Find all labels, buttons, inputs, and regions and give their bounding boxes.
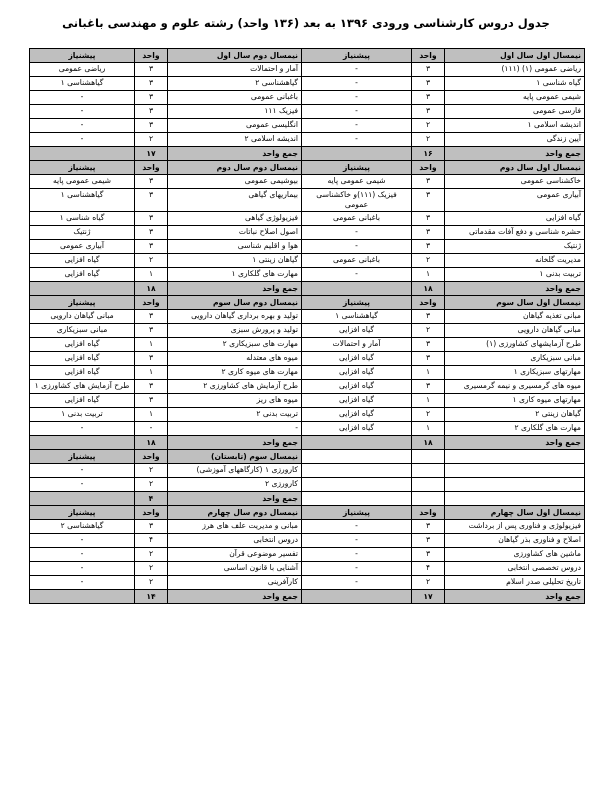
prerequisite: گیاه افزایی xyxy=(30,352,135,366)
prerequisite: گیاهشناسی ۲ xyxy=(30,520,135,534)
table-row xyxy=(30,352,585,366)
unit-count: ۱ xyxy=(412,366,445,380)
unit-count: ۲ xyxy=(412,119,445,133)
course-name: مهارت های میوه کاری ۲ xyxy=(168,366,302,380)
unit-header: واحد xyxy=(135,49,168,63)
course-name: مهارت های گلکاری ۱ xyxy=(168,268,302,282)
prerequisite: - xyxy=(302,534,412,548)
course-name: آمار و احتمالات xyxy=(168,63,302,77)
semester-title: نیمسال دوم سال اول xyxy=(168,49,302,63)
course-name: انگلیسی عمومی xyxy=(168,119,302,133)
unit-count: ۳ xyxy=(412,105,445,119)
course-name: تربیت بدنی ۲ xyxy=(168,408,302,422)
unit-count: - xyxy=(135,422,168,436)
unit-header: واحد xyxy=(135,506,168,520)
table-row xyxy=(30,226,585,240)
table-row xyxy=(30,520,585,534)
table-row xyxy=(30,91,585,105)
course-name: میوه های معتدله xyxy=(168,352,302,366)
unit-count: ۲ xyxy=(135,478,168,492)
prerequisite: - xyxy=(30,464,135,478)
course-name: مبانی تغذیه گیاهان xyxy=(445,310,585,324)
table-row xyxy=(30,175,585,189)
prerequisite: گیاه افزایی xyxy=(302,422,412,436)
unit-header: واحد xyxy=(135,296,168,310)
course-name: مدیریت گلخانه xyxy=(445,254,585,268)
empty-cell xyxy=(445,492,585,506)
prerequisite: گیاه افزایی xyxy=(302,352,412,366)
page-title: جدول دروس کارشناسی ورودی ۱۳۹۶ به بعد (۱۳۶ واحد) رشته علوم و مهندسی باغبانی xyxy=(62,16,550,30)
course-name: حشره شناسی و دفع آفات مقدماتی xyxy=(445,226,585,240)
prerequisite: - xyxy=(30,534,135,548)
course-name: تاریخ تحلیلی صدر اسلام xyxy=(445,576,585,590)
prerequisite: گیاه شناسی ۱ xyxy=(30,212,135,226)
semester-title: نیمسال دوم سال سوم xyxy=(168,296,302,310)
unit-count: ۲ xyxy=(412,324,445,338)
unit-header: واحد xyxy=(412,296,445,310)
unit-count: ۲ xyxy=(135,548,168,562)
total-units: ۱۸ xyxy=(135,282,168,296)
semester-header-row xyxy=(30,506,585,520)
total-label: جمع واحد xyxy=(445,147,585,161)
table-row xyxy=(30,548,585,562)
unit-count: ۳ xyxy=(412,534,445,548)
table-row xyxy=(30,254,585,268)
unit-count: ۲ xyxy=(135,562,168,576)
prerequisite: مبانی گیاهان دارویی xyxy=(30,310,135,324)
course-name: فیزیولوژی و فناوری پس از برداشت xyxy=(445,520,585,534)
empty-cell xyxy=(412,450,445,464)
table-row xyxy=(30,212,585,226)
course-name: آشنایی با قانون اساسی xyxy=(168,562,302,576)
prerequisite: - xyxy=(30,119,135,133)
unit-count: ۱ xyxy=(135,408,168,422)
unit-count: ۱ xyxy=(135,338,168,352)
course-name: ماشین های کشاورزی xyxy=(445,548,585,562)
course-name: فارسی عمومی xyxy=(445,105,585,119)
unit-count: ۳ xyxy=(135,105,168,119)
prereq-header: پیشنیاز xyxy=(30,450,135,464)
prerequisite: گیاه افزایی xyxy=(30,394,135,408)
curriculum-table xyxy=(29,48,585,604)
total-units: ۱۸ xyxy=(412,436,445,450)
unit-count: ۱ xyxy=(135,268,168,282)
semester-title: نیمسال اول سال چهارم xyxy=(445,506,585,520)
prerequisite: ریاضی عمومی xyxy=(30,63,135,77)
prerequisite: - xyxy=(302,77,412,91)
course-name: گیاهان زینتی ۲ xyxy=(445,408,585,422)
prerequisite: - xyxy=(30,478,135,492)
course-name: - xyxy=(168,422,302,436)
total-label: جمع واحد xyxy=(168,436,302,450)
table-row xyxy=(30,189,585,212)
prereq-header: پیشنیاز xyxy=(302,161,412,175)
unit-count: ۳ xyxy=(135,352,168,366)
unit-count: ۴ xyxy=(412,562,445,576)
prereq-header: پیشنیاز xyxy=(302,506,412,520)
prerequisite: باغبانی عمومی xyxy=(302,212,412,226)
course-name: فیزیولوژی گیاهی xyxy=(168,212,302,226)
unit-count: ۳ xyxy=(135,63,168,77)
prerequisite: شیمی عمومی پایه xyxy=(302,175,412,189)
prereq-header: پیشنیاز xyxy=(30,296,135,310)
table-row xyxy=(30,77,585,91)
total-label: جمع واحد xyxy=(445,282,585,296)
empty-cell xyxy=(445,464,585,478)
unit-count: ۳ xyxy=(412,310,445,324)
table-row xyxy=(30,534,585,548)
prerequisite: - xyxy=(302,226,412,240)
empty-cell xyxy=(302,492,412,506)
total-units: ۱۴ xyxy=(135,590,168,604)
semester-header-row xyxy=(30,450,585,464)
prerequisite: گیاه افزایی xyxy=(30,254,135,268)
unit-count: ۳ xyxy=(412,189,445,212)
empty-cell xyxy=(302,436,412,450)
semester-header-row xyxy=(30,296,585,310)
empty-cell xyxy=(30,147,135,161)
prereq-header: پیشنیاز xyxy=(30,506,135,520)
semester-title: نیمسال دوم سال دوم xyxy=(168,161,302,175)
unit-header: واحد xyxy=(412,506,445,520)
course-name: ریاضی عمومی (۱) (۱۱۱) xyxy=(445,63,585,77)
unit-count: ۳ xyxy=(135,324,168,338)
unit-count: ۱ xyxy=(412,422,445,436)
prerequisite: - xyxy=(302,562,412,576)
total-units: ۱۷ xyxy=(412,590,445,604)
unit-count: ۳ xyxy=(412,240,445,254)
unit-count: ۳ xyxy=(135,394,168,408)
prerequisite: باغبانی عمومی xyxy=(302,254,412,268)
total-label: جمع واحد xyxy=(168,492,302,506)
prerequisite: تربیت بدنی ۱ xyxy=(30,408,135,422)
unit-count: ۳ xyxy=(412,77,445,91)
unit-header: واحد xyxy=(412,161,445,175)
table-row xyxy=(30,133,585,147)
total-row xyxy=(30,436,585,450)
empty-cell xyxy=(30,492,135,506)
prerequisite: گیاه افزایی xyxy=(302,408,412,422)
course-name: آبیاری عمومی xyxy=(445,189,585,212)
unit-count: ۳ xyxy=(412,212,445,226)
prerequisite: ژنتیک xyxy=(30,226,135,240)
prerequisite: گیاه افزایی xyxy=(302,324,412,338)
unit-header: واحد xyxy=(135,450,168,464)
empty-cell xyxy=(302,147,412,161)
total-label: جمع واحد xyxy=(168,590,302,604)
unit-count: ۳ xyxy=(135,119,168,133)
table-row xyxy=(30,422,585,436)
course-name: اندیشه اسلامی ۲ xyxy=(168,133,302,147)
prerequisite: گیاه افزایی xyxy=(30,268,135,282)
prerequisite: گیاهشناسی ۱ xyxy=(30,189,135,212)
table-row xyxy=(30,338,585,352)
total-row xyxy=(30,492,585,506)
total-row xyxy=(30,147,585,161)
unit-count: ۲ xyxy=(412,133,445,147)
prerequisite: آمار و احتمالات xyxy=(302,338,412,352)
semester-title: نیمسال اول سال سوم xyxy=(445,296,585,310)
prerequisite: گیاه افزایی xyxy=(302,380,412,394)
prerequisite: - xyxy=(302,576,412,590)
total-units: ۴ xyxy=(135,492,168,506)
unit-count: ۳ xyxy=(135,240,168,254)
empty-cell xyxy=(412,464,445,478)
unit-count: ۲ xyxy=(135,254,168,268)
unit-header: واحد xyxy=(135,161,168,175)
course-name: میوه های ریز xyxy=(168,394,302,408)
empty-cell xyxy=(30,282,135,296)
total-label: جمع واحد xyxy=(445,590,585,604)
unit-count: ۳ xyxy=(135,310,168,324)
unit-count: ۱ xyxy=(135,366,168,380)
course-name: بیماریهای گیاهی xyxy=(168,189,302,212)
unit-count: ۲ xyxy=(135,133,168,147)
prerequisite: - xyxy=(302,105,412,119)
semester-title: نیمسال سوم (تابستان) xyxy=(168,450,302,464)
table-row xyxy=(30,324,585,338)
unit-count: ۳ xyxy=(412,226,445,240)
course-name: مهارتهای میوه کاری ۱ xyxy=(445,394,585,408)
prerequisite: - xyxy=(302,520,412,534)
unit-count: ۴ xyxy=(135,534,168,548)
unit-count: ۳ xyxy=(412,91,445,105)
empty-cell xyxy=(30,436,135,450)
unit-count: ۲ xyxy=(135,576,168,590)
course-name: اصول اصلاح نباتات xyxy=(168,226,302,240)
empty-cell xyxy=(30,590,135,604)
unit-count: ۳ xyxy=(412,380,445,394)
course-name: مبانی سبزیکاری xyxy=(445,352,585,366)
unit-count: ۳ xyxy=(135,175,168,189)
empty-cell xyxy=(302,282,412,296)
course-name: تفسیر موضوعی قرآن xyxy=(168,548,302,562)
course-name: مهارت های گلکاری ۲ xyxy=(445,422,585,436)
table-row xyxy=(30,240,585,254)
prerequisite: - xyxy=(30,562,135,576)
course-name: دروس تخصصی انتخابی xyxy=(445,562,585,576)
table-row xyxy=(30,268,585,282)
total-units: ۱۸ xyxy=(412,282,445,296)
semester-title: نیمسال اول سال دوم xyxy=(445,161,585,175)
prerequisite: - xyxy=(302,548,412,562)
empty-cell xyxy=(412,492,445,506)
total-label: جمع واحد xyxy=(445,436,585,450)
prereq-header: پیشنیاز xyxy=(302,49,412,63)
table-row xyxy=(30,380,585,394)
prerequisite: گیاه افزایی xyxy=(30,366,135,380)
prerequisite: طرح آزمایش های کشاورزی ۱ xyxy=(30,380,135,394)
prerequisite: - xyxy=(302,63,412,77)
prerequisite: - xyxy=(302,133,412,147)
unit-count: ۳ xyxy=(412,175,445,189)
course-name: اصلاح و فناوری بذر گیاهان xyxy=(445,534,585,548)
empty-cell xyxy=(445,478,585,492)
semester-title: نیمسال اول سال اول xyxy=(445,49,585,63)
empty-cell xyxy=(412,478,445,492)
course-name: تربیت بدنی ۱ xyxy=(445,268,585,282)
total-label: جمع واحد xyxy=(168,147,302,161)
table-row xyxy=(30,478,585,492)
unit-count: ۲ xyxy=(412,576,445,590)
unit-count: ۳ xyxy=(412,63,445,77)
table-row xyxy=(30,366,585,380)
prerequisite: - xyxy=(302,91,412,105)
table-row xyxy=(30,562,585,576)
prerequisite: گیاه افزایی xyxy=(302,394,412,408)
prerequisite: - xyxy=(30,422,135,436)
prerequisite: گیاهشناسی ۱ xyxy=(30,77,135,91)
course-name: خاکشناسی عمومی xyxy=(445,175,585,189)
course-name: تولید و بهره برداری گیاهان دارویی xyxy=(168,310,302,324)
table-row xyxy=(30,464,585,478)
course-name: دروس انتخابی xyxy=(168,534,302,548)
table-row xyxy=(30,119,585,133)
unit-count: ۳ xyxy=(135,212,168,226)
total-row xyxy=(30,282,585,296)
prerequisite: شیمی عمومی پایه xyxy=(30,175,135,189)
prerequisite: - xyxy=(30,576,135,590)
total-units: ۱۷ xyxy=(135,147,168,161)
prereq-header: پیشنیاز xyxy=(302,296,412,310)
table-row xyxy=(30,576,585,590)
course-name: بیوشیمی عمومی xyxy=(168,175,302,189)
prerequisite: - xyxy=(302,240,412,254)
course-name: مبانی گیاهان دارویی xyxy=(445,324,585,338)
unit-count: ۳ xyxy=(135,91,168,105)
prerequisite: - xyxy=(302,268,412,282)
total-units: ۱۸ xyxy=(135,436,168,450)
unit-count: ۳ xyxy=(412,338,445,352)
course-name: مهارتهای سبزیکاری ۱ xyxy=(445,366,585,380)
empty-cell xyxy=(302,450,412,464)
unit-count: ۳ xyxy=(135,189,168,212)
prereq-header: پیشنیاز xyxy=(30,49,135,63)
course-name: فیزیک ۱۱۱ xyxy=(168,105,302,119)
course-name: مبانی و مدیریت علف های هرز xyxy=(168,520,302,534)
unit-count: ۳ xyxy=(135,226,168,240)
prerequisite: فیزیک (۱۱۱)و خاکشناسی عمومی xyxy=(302,189,412,212)
prerequisite: - xyxy=(30,105,135,119)
total-label: جمع واحد xyxy=(168,282,302,296)
unit-count: ۲ xyxy=(412,254,445,268)
course-name: طرح آزمایش های کشاورزی ۲ xyxy=(168,380,302,394)
semester-header-row xyxy=(30,49,585,63)
table-row xyxy=(30,105,585,119)
prerequisite: مبانی سبزیکاری xyxy=(30,324,135,338)
prerequisite: گیاه افزایی xyxy=(30,338,135,352)
prerequisite: - xyxy=(30,91,135,105)
unit-count: ۲ xyxy=(412,408,445,422)
prerequisite: - xyxy=(302,119,412,133)
empty-cell xyxy=(302,478,412,492)
course-name: گیاه افزایی xyxy=(445,212,585,226)
unit-count: ۳ xyxy=(412,548,445,562)
unit-count: ۲ xyxy=(135,464,168,478)
course-name: هوا و اقلیم شناسی xyxy=(168,240,302,254)
unit-count: ۳ xyxy=(135,520,168,534)
prerequisite: - xyxy=(30,548,135,562)
total-units: ۱۶ xyxy=(412,147,445,161)
prerequisite: آبیاری عمومی xyxy=(30,240,135,254)
unit-header: واحد xyxy=(412,49,445,63)
table-row xyxy=(30,310,585,324)
course-name: شیمی عمومی پایه xyxy=(445,91,585,105)
prereq-header: پیشنیاز xyxy=(30,161,135,175)
table-row xyxy=(30,394,585,408)
unit-count: ۳ xyxy=(412,352,445,366)
prerequisite: - xyxy=(30,133,135,147)
total-row xyxy=(30,590,585,604)
empty-cell xyxy=(302,464,412,478)
unit-count: ۳ xyxy=(412,520,445,534)
unit-count: ۳ xyxy=(135,380,168,394)
course-name: گیاهشناسی ۲ xyxy=(168,77,302,91)
course-name: طرح آزمایشهای کشاورزی (۱) xyxy=(445,338,585,352)
table-row xyxy=(30,408,585,422)
course-name: کارورزی ۱ (کارگاههای آموزشی) xyxy=(168,464,302,478)
empty-cell xyxy=(302,590,412,604)
unit-count: ۱ xyxy=(412,394,445,408)
unit-count: ۳ xyxy=(135,77,168,91)
unit-count: ۱ xyxy=(412,268,445,282)
course-name: مهارت های سبزیکاری ۲ xyxy=(168,338,302,352)
semester-header-row xyxy=(30,161,585,175)
prerequisite: گیاهشناسی ۱ xyxy=(302,310,412,324)
course-name: تولید و پرورش سبزی xyxy=(168,324,302,338)
course-name: کارآفرینی xyxy=(168,576,302,590)
course-name: باغبانی عمومی xyxy=(168,91,302,105)
course-name: گیاهان زینتی ۱ xyxy=(168,254,302,268)
course-name: گیاه شناسی ۱ xyxy=(445,77,585,91)
table-row xyxy=(30,63,585,77)
course-name: آیین زندگی xyxy=(445,133,585,147)
course-name: میوه های گرمسیری و نیمه گرمسیری xyxy=(445,380,585,394)
empty-cell xyxy=(445,450,585,464)
prerequisite: گیاه افزایی xyxy=(302,366,412,380)
course-name: کارورزی ۲ xyxy=(168,478,302,492)
course-name: ژنتیک xyxy=(445,240,585,254)
semester-title: نیمسال دوم سال چهارم xyxy=(168,506,302,520)
course-name: اندیشه اسلامی ۱ xyxy=(445,119,585,133)
